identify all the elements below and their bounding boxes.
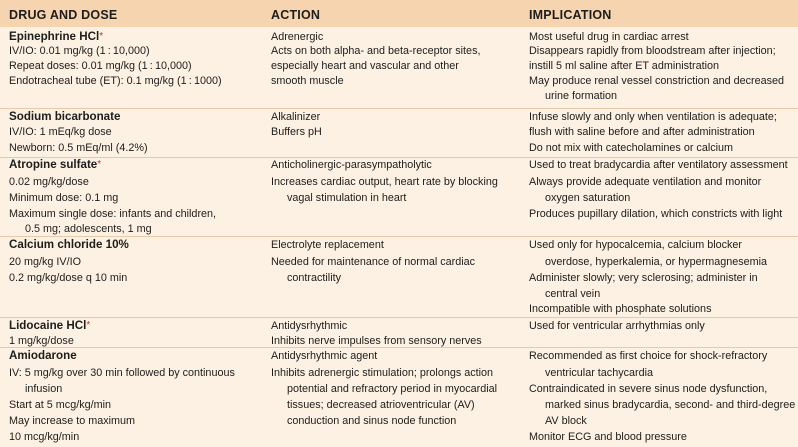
action-line: Acts on both alpha- and beta-receptor sites, xyxy=(271,45,481,57)
row-divider xyxy=(0,108,798,109)
dose-line: 0.02 mg/kg/dose xyxy=(9,176,89,188)
action-line: smooth muscle xyxy=(271,75,344,87)
drug-name-amiodarone: Amiodarone xyxy=(9,349,77,362)
action-line: tissues; decreased atrioventricular (AV) xyxy=(287,399,475,411)
drug-name-lidocaine: Lidocaine HCl* xyxy=(9,319,91,332)
implication-line: Used only for hypocalcemia, calcium blocker xyxy=(529,239,743,251)
action-line: potential and refractory period in myocardial xyxy=(287,383,498,395)
dose-line: 20 mg/kg IV/IO xyxy=(9,256,82,268)
drug-name-epinephrine: Epinephrine HCl* xyxy=(9,30,104,43)
implication-line: Monitor ECG and blood pressure xyxy=(529,431,687,443)
implication-line: flush with saline before and after administration xyxy=(529,126,755,138)
drug-name-sodium-bicarbonate: Sodium bicarbonate xyxy=(9,110,121,123)
dose-line: Minimum dose: 0.1 mg xyxy=(9,192,119,204)
implication-line: Produces pupillary dilation, which constricts with light xyxy=(529,208,783,220)
action-line: contractility xyxy=(287,272,342,284)
action-line: Alkalinizer xyxy=(271,111,321,123)
dose-line: May increase to maximum xyxy=(9,415,135,427)
implication-line: Disappears rapidly from bloodstream after injection; xyxy=(529,45,776,57)
header-drug-and-dose: DRUG AND DOSE xyxy=(9,8,118,22)
drug-name-atropine-sulfate: Atropine sulfate* xyxy=(9,158,102,171)
implication-line: Do not mix with catecholamines or calcium xyxy=(529,142,734,154)
implication-line: Recommended as first choice for shock-refractory xyxy=(529,350,768,362)
action-line: Antidysrhythmic agent xyxy=(271,350,378,362)
dose-line: 10 mcg/kg/min xyxy=(9,431,80,443)
header-action: ACTION xyxy=(271,8,321,22)
implication-line: central vein xyxy=(545,288,601,300)
action-line: Electrolyte replacement xyxy=(271,239,384,251)
row-divider xyxy=(0,317,798,318)
implication-line: oxygen saturation xyxy=(545,192,631,204)
action-line: Increases cardiac output, heart rate by blocking xyxy=(271,176,498,188)
drug-name-calcium-chloride: Calcium chloride 10% xyxy=(9,238,129,251)
dose-line: Newborn: 0.5 mEq/ml (4.2%) xyxy=(9,142,148,154)
implication-line: overdose, hyperkalemia, or hypermagnesemia xyxy=(545,256,768,268)
implication-line: instill 5 ml saline after ET administration xyxy=(529,60,720,72)
action-line: Adrenergic xyxy=(271,31,324,43)
dose-line: IV/IO: 0.01 mg/kg (1 : 10,000) xyxy=(9,45,150,57)
implication-line: urine formation xyxy=(545,90,618,102)
action-line: especially heart and vascular and other xyxy=(271,60,459,72)
implication-line: marked sinus bradycardia, second- and third-degree xyxy=(545,399,796,411)
implication-line: Used to treat bradycardia after ventilatory assessment xyxy=(529,159,788,171)
action-line: vagal stimulation in heart xyxy=(287,192,407,204)
implication-line: Used for ventricular arrhythmias only xyxy=(529,320,705,332)
table-header xyxy=(0,0,798,27)
implication-line: Most useful drug in cardiac arrest xyxy=(529,31,689,43)
implication-line: Always provide adequate ventilation and monitor xyxy=(529,176,762,188)
dose-line: IV: 5 mg/kg over 30 min followed by continuous xyxy=(9,367,235,379)
implication-line: AV block xyxy=(545,415,587,427)
implication-line: Contraindicated in severe sinus node dysfunction, xyxy=(529,383,768,395)
dose-line: 0.2 mg/kg/dose q 10 min xyxy=(9,272,128,284)
action-line: Buffers pH xyxy=(271,126,322,138)
implication-line: Administer slowly; very sclerosing; administer in xyxy=(529,272,758,284)
implication-line: Incompatible with phosphate solutions xyxy=(529,303,712,315)
action-line: Inhibits adrenergic stimulation; prolongs action xyxy=(271,367,494,379)
dose-line: Endotracheal tube (ET): 0.1 mg/kg (1 : 1000) xyxy=(9,75,222,87)
dose-line: Maximum single dose: infants and children, xyxy=(9,208,217,220)
implication-line: Infuse slowly and only when ventilation is adequate; xyxy=(529,111,777,123)
action-line: Inhibits nerve impulses from sensory nerves xyxy=(271,335,482,347)
header-implication: IMPLICATION xyxy=(529,8,612,22)
dose-line: 1 mg/kg/dose xyxy=(9,335,74,347)
row-divider xyxy=(0,157,798,158)
dose-line: 0.5 mg; adolescents, 1 mg xyxy=(25,223,152,235)
dose-line: Start at 5 mcg/kg/min xyxy=(9,399,112,411)
dose-line: infusion xyxy=(25,383,63,395)
action-line: conduction and sinus node function xyxy=(287,415,457,427)
implication-line: May produce renal vessel constriction and decreased xyxy=(529,75,785,87)
row-divider xyxy=(0,236,798,237)
dose-line: IV/IO: 1 mEq/kg dose xyxy=(9,126,112,138)
action-line: Anticholinergic-parasympatholytic xyxy=(271,159,432,171)
action-line: Needed for maintenance of normal cardiac xyxy=(271,256,476,268)
action-line: Antidysrhythmic xyxy=(271,320,348,332)
dose-line: Repeat doses: 0.01 mg/kg (1 : 10,000) xyxy=(9,60,192,72)
implication-line: ventricular tachycardia xyxy=(545,367,654,379)
